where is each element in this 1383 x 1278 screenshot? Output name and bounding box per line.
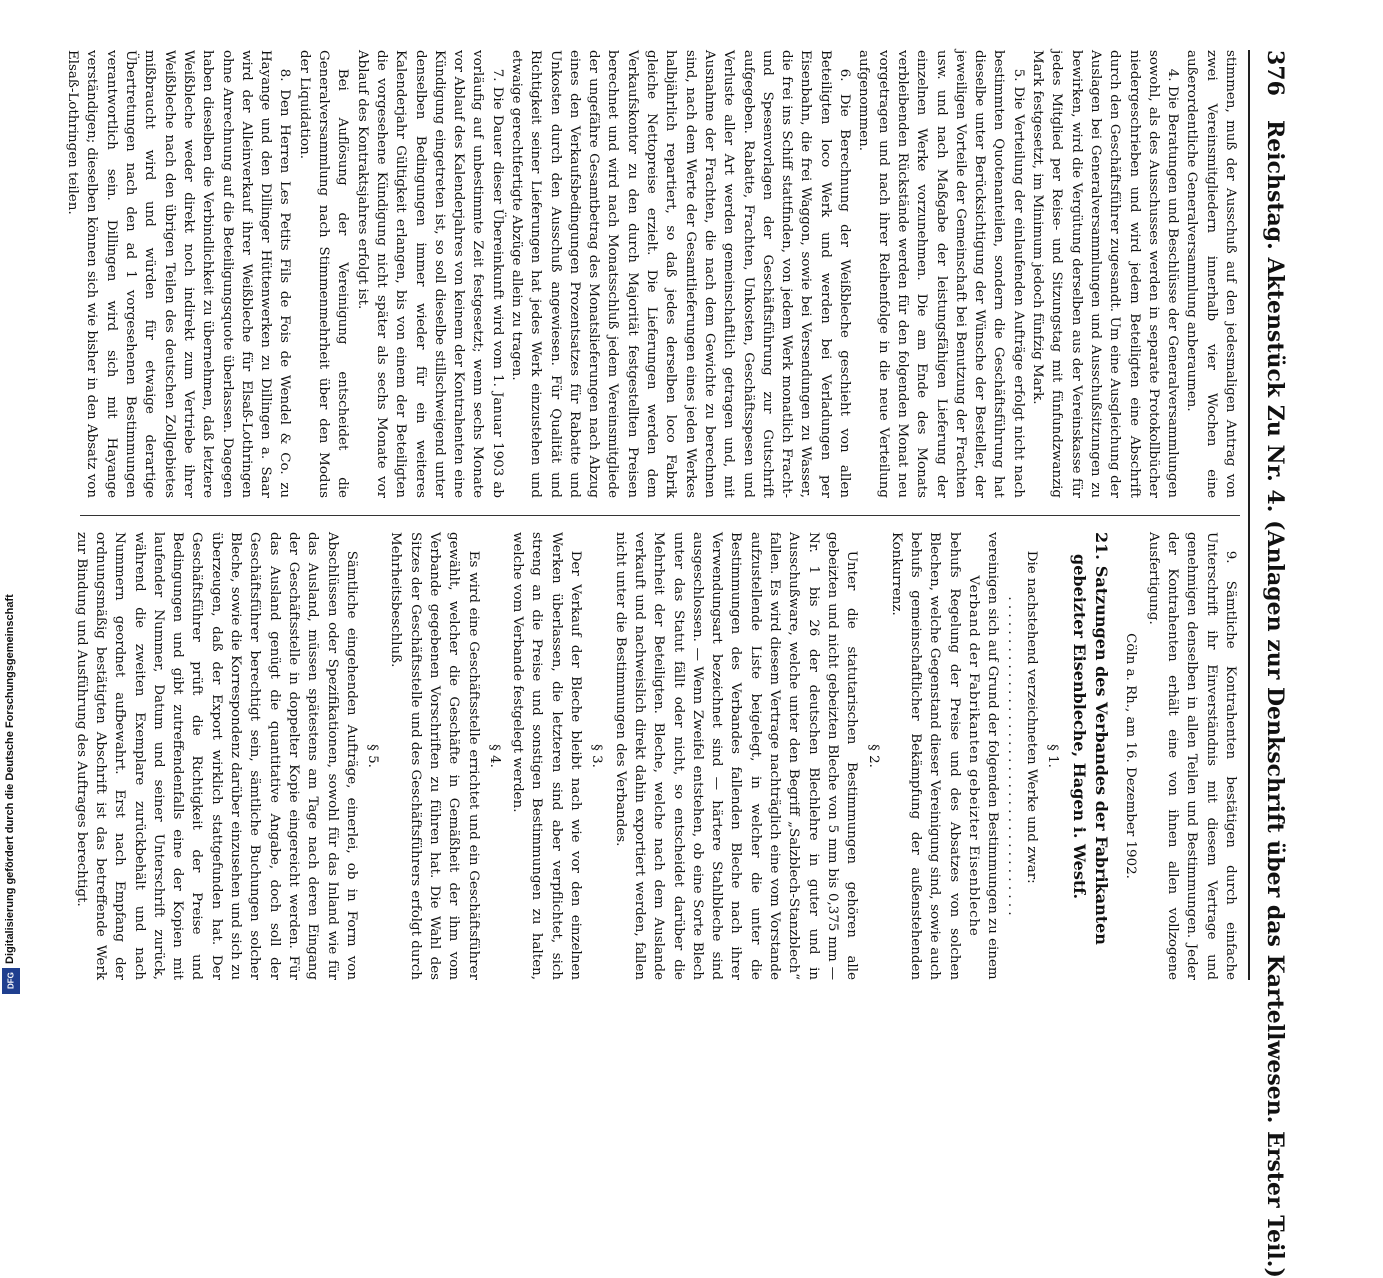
paragraph: 6. Die Berechnung der Weißbleche geschieht von allen Beteiligten loco Werk und werden bei Verladungen per Eisenbahn, die frei Waggon, sowie bei Versendungen zu Wasser, die frei ins Schiff stattfinden, von jedem Werk monatlich Fracht- und Spesenvorlagen der Geschäftsführung zur Gutschrift aufgegeben. Rabatte, Frachten, Unkosten, Geschäftsspesen und Verluste aller Art werden gemeinschaftlich getragen und, mit Ausnahme der Frachten, die nach dem Gewichte zu berechnen sind, nach dem Werte der Gesamtlieferungen eines jeden Werkes halbjährlich repartiert, so daß jedes derselben loco Fabrik gleiche Nettopreise erzielt. Die Lieferungen werden dem Verkaufskontor zu den durch Majorität festgestellten Preisen berechnet und wird nach Monatsschluß jedem Vereinsmitgliede der ungefähre Gesamtbetrag des Monatslieferungen nach Abzug eines den Verkaufsbedingungen Prozentsatzes für Rabatte und Unkosten durch den Ausschuß angewiesen. Für Qualität und Richtigkeit seiner Lieferungen hat jedes Werk einzustehen und etwaige gerechtfertigte Abzüge allein zu tragen. <box>509 50 853 498</box>
paragraph: stimmen, muß der Ausschuß auf den jedesmaligen Antrag von zwei Vereinsmitgliedern innerhalb vier Wochen eine außerordentliche Generalversammlung anberaumen. <box>1184 50 1238 498</box>
page-title: Reichstag. Aktenstück Zu Nr. 4. (Anlagen zur Denkschrift über das Kartellwesen. Erster Teil.) <box>1262 119 1288 1278</box>
paragraph: 5. Die Verteilung der einlaufenden Aufträge erfolgt nicht nach bestimmten Quotenanteilen, sondern die Geschäftsführung hat dieselbe unter Berücksichtigung der Wünsche der Besteller, der jeweiligen Vorteile der Gemeinschaft bei Benutzung der Frachten usw. und nach Maßgabe der leistungsfähigen Lieferung der einzelnen Werke vorzunehmen. Die am Ende des Monats verbleibenden Rückstände werden für den folgenden Monat neu vorgetragen und nach ihrer Reihenfolge in die neue Verteilung aufgenommen. <box>856 50 1026 498</box>
association-name: Verband der Fabrikanten gebeizter Eisenbleche <box>966 575 982 937</box>
funding-note: Digitalisierung gefördert durch die Deutsche Forschungsgemeinschaft <box>4 594 16 964</box>
paragraph: behufs Regelung der Preise und des Absatzes von solchen Blechen, welche Gegenstand dieser Vereinigung sind, sowie auch behufs gemeinschaftlicher Bekämpfung der außenstehenden Konkurrenz. <box>888 532 962 980</box>
page-header <box>1252 50 1298 1278</box>
paragraph: 9. Sämtliche Kontrahenten bestätigen durch einfache Unterschrift ihr Einverständnis mit diesem Vertrage und genehmigen denselben in allen Teilen und Bestimmungen. Jeder der Kontrahenten erhält eine von ihnen allen vollzogene Ausfertigung. <box>1145 532 1238 980</box>
paragraph: 8. Den Herren Les Petits Fils de Fois de Wendel & Co. zu Hayange und den Dillinger Hüttenwerken zu Dillingen a. Saar wird der Alleinverkauf ihrer Weißbleche für Elsaß-Lothringen ohne Anrechnung auf die Beteiligungsquote überlassen. Dagegen haben dieselben die Verbindlichkeit zu übernehmen, daß letztere Weißbleche weder direkt noch indirekt zum Vertriebe ihrer Weißbleche nach den übrigen Teilen des deutschen Zollgebietes mißbraucht wird und würden für etwaige derartige Übertretungen nach den ad 1 vorgesehenen Bestimmungen verantwortlich sein. Dillingen wird sich mit Hayange verständigen; dieselben können sich wie bisher in den Absatz von Elsaß-Lothringen teilen. <box>65 50 293 498</box>
paragraph: vereinigen sich auf Grund der folgenden Bestimmungen zu einem <box>985 532 1001 980</box>
paragraph-mark: § 2. <box>865 744 881 768</box>
column-divider <box>80 515 1240 516</box>
paragraph-mark: § 3. <box>589 744 605 768</box>
paragraph: Unter die statutarischen Bestimmungen gehören alle gebeizten und nicht gebeizten Bleche von 5 mm bis 0,375 mm — Nr. 1 bis 26 der deutschen Blechlehre in guter und in Ausschußware, welche unter den Begriff „Salzblech-Stanzblech“ fallen. Es wird diesem Vertrage nachträglich eine vom Vorstande aufzustellende Liste beigelegt, in welcher die unter die Bestimmungen des Verbandes fallenden Bleche nach ihrer Verwendungsart bezeichnet sind — härtere Stahlbleche sind ausgeschlossen. — Wenn Zweifel entstehen, ob eine Sorte Blech unter das Statut fällt oder nicht, so entscheidet darüber die Mehrheit der Beteiligten. Bleche, welche nach dem Auslande verkauft und nachweislich direkt dahin exportiert werden, fallen nicht unter die Bestimmungen des Verbandes. <box>612 532 860 980</box>
paragraph: 7. Die Dauer dieser Übereinkunft wird vom 1. Januar 1903 ab vorläufig auf unbestimmte Zeit festgesetzt; wenn sechs Monate vor Ablauf des Kalenderjahres von keinem der Kontrahenten eine Kündigung eingetreten ist, so soll dieselbe stillschweigend unter denselben Bedingungen immer wieder für ein weiteres Kalenderjahr Gültigkeit erlangen, bis von einem der Beteiligten die vorgesehene Kündigung nicht später als sechs Monate vor Ablauf des Kontraktsjahres erfolgt ist. <box>354 50 505 498</box>
header-rule <box>1248 50 1250 980</box>
paragraph: Es wird eine Geschäftsstelle errichtet und ein Geschäftsführer gewählt, welcher die Geschäfte in Gemäßheit der ihm vom Verbande gegebenen Vorschriften zu führen hat. Die Wahl des Sitzes der Geschäftsstelle und des Geschäftsführers erfolgt durch Mehrheitsbeschluß. <box>388 532 481 980</box>
paragraph-mark: § 1. <box>1045 744 1061 768</box>
paragraph: Sämtliche eingehenden Aufträge, einerlei, ob in Form von Abschlüssen oder Spezifikationen, sowohl für das Inland wie für das Ausland, müssen spätestens am Tage nach deren Eingang der Geschäftsstelle in doppelter Kopie eingereicht werden. Für das Ausland genügt die quantitative Angabe, doch soll der Geschäftsführer berechtigt sein, sämtliche Buchungen solcher Bleche, sowie die Korrespondenz darüber einzusehen und sich zu überzeugen, daß der Export wirklich stattgefunden hat. Der Geschäftsführer prüft die Richtigkeit der Preise und Bedingungen und gibt zutreffendenfalls eine der Kopien mit laufender Nummer, Datum und seiner Unterschrift zurück, während die zweiten Exemplare zurückbehält und nach Nummern geordnet aufbewahrt. Erst nach Empfang der ordnungsmäßig bestätigten Abschrift ist das betreffende Werk zur Bindung und Ausführung des Auftrages berechtigt. <box>73 532 359 980</box>
left-column <box>65 50 1240 498</box>
paragraph-mark: § 5. <box>365 744 381 768</box>
place-date: Cöln a. Rh., am 16. Dezember 1902. <box>1122 633 1138 879</box>
dfg-logo: DFG <box>2 968 20 994</box>
paragraph: Bei Auflösung der Vereinigung entscheidet die Generalversammlung nach Stimmenmehrheit über den Modus der Liquidation. <box>296 50 351 498</box>
section-heading <box>1068 532 1112 980</box>
paragraph: Die nachstehend verzeichneten Werke und zwar: <box>1023 550 1039 884</box>
paragraph-mark: § 4. <box>486 744 502 768</box>
dotted-placeholder: . . . . . . . . . . . . . . . . . . . . . . . . . . . . . . . . . . . . . . <box>1004 596 1020 916</box>
section-title: Satzungen des Verbandes der Fabrikanten gebeizter Eisenbleche, Hagen i. Westf. <box>1070 554 1112 945</box>
paragraph: Der Verkauf der Bleche bleibt nach wie vor den einzelnen Werken überlassen, die letzteren sind aber verpflichtet, sich streng an die Preise und sonstigen Bestimmungen zu halten, welche vom Verbande festgelegt werden. <box>510 532 584 980</box>
paragraph: 4. Die Beratungen und Beschlüsse der Generalversammlungen sowohl, als des Ausschusses werden in separate Protokollbücher niedergeschrieben und wird jedem Beteiligten eine Abschrift durch den Geschäftsführer zugesandt. Um eine Ausgleichung der Auslagen bei Generalversammlungen und Ausschußsitzungen zu bewirken, wird die Vergütung derselben aus der Vereinskasse für jedes Mitglied per Reise- und Sitzungstag mit fünfundzwanzig Mark festgesetzt, im Minimum jedoch fünfzig Mark. <box>1030 50 1181 498</box>
section-number: 21. <box>1092 532 1112 560</box>
page-number: 376 <box>1262 50 1288 96</box>
right-column <box>75 532 1240 980</box>
side-note <box>0 0 24 1000</box>
document-page <box>65 50 1298 1278</box>
